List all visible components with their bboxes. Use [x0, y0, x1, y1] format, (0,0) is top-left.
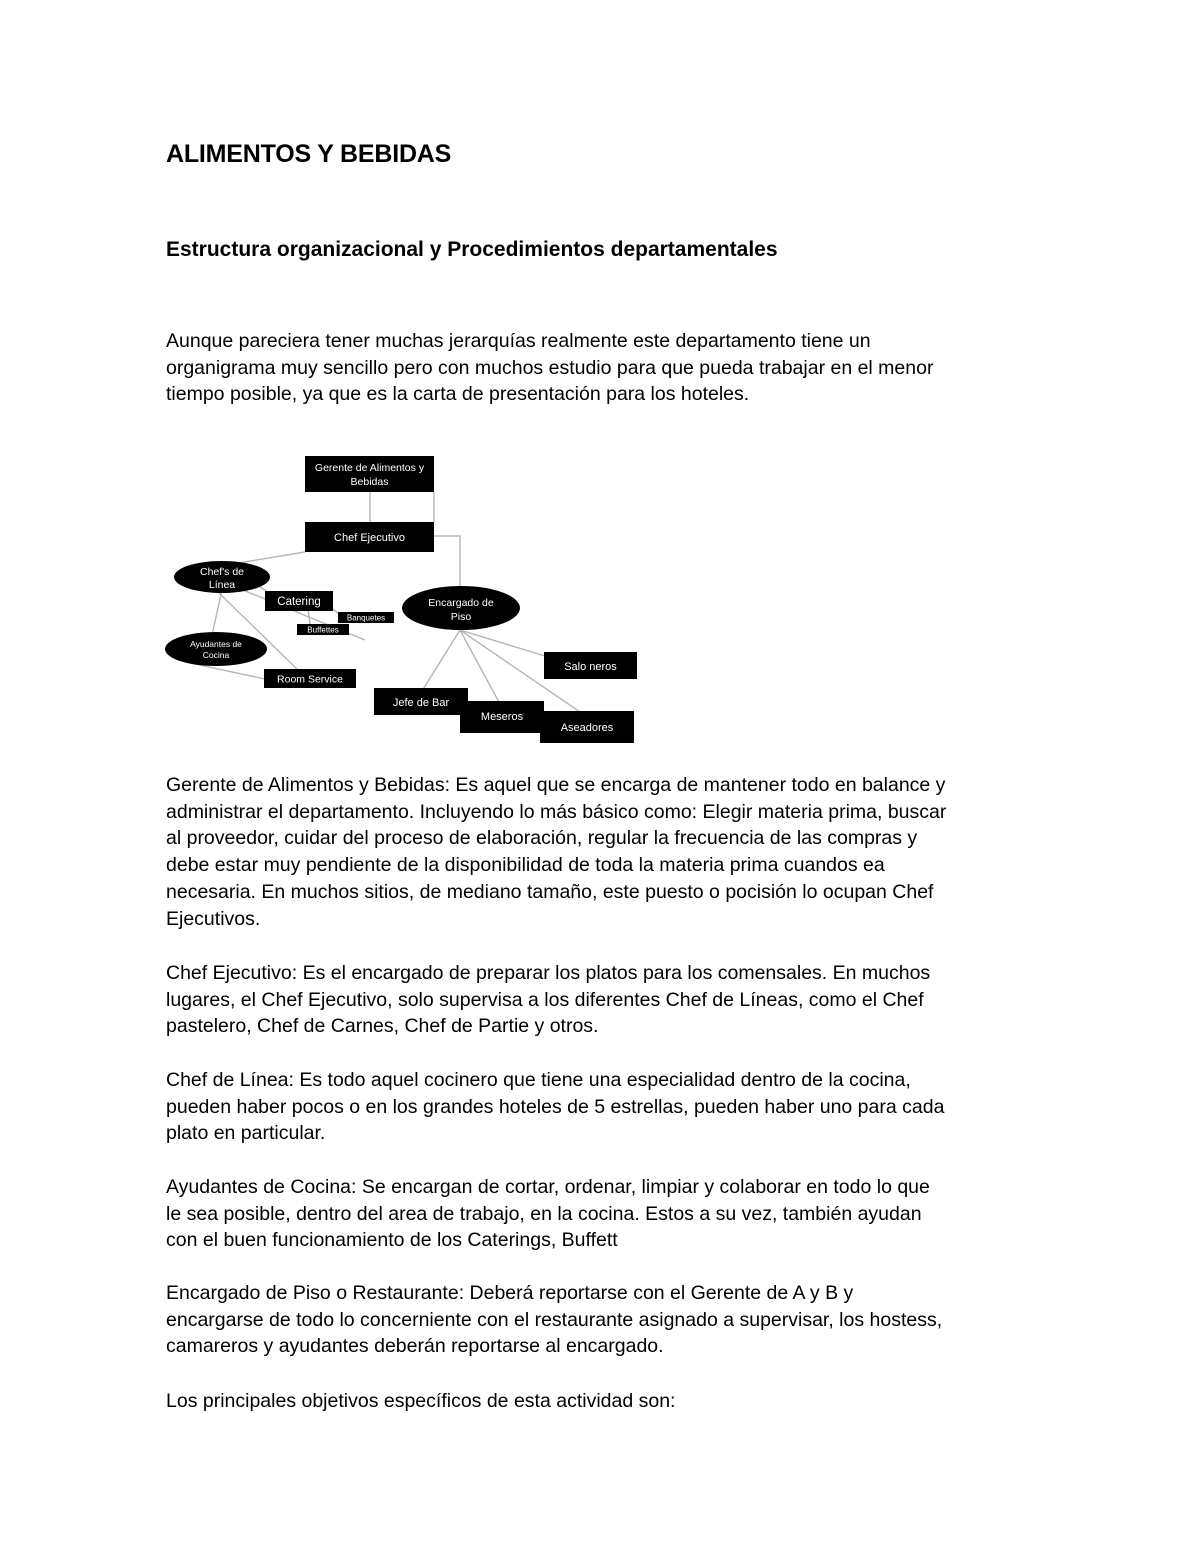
org-node-aseadores — [540, 711, 634, 743]
org-node-chef-ejecutivo — [305, 522, 434, 552]
org-node-gerente — [305, 456, 434, 492]
org-node-room-service — [264, 669, 356, 688]
org-node-encargado-piso-label: Encargado de — [428, 597, 494, 609]
paragraph-encargado-piso: Encargado de Piso o Restaurante: Deberá reportarse con el Gerente de A y B y encargarse de todo lo concerniente con el restaurante asignado a supervisar, los hostess, camareros y ayudantes deberán reportarse al encargado. — [166, 1282, 943, 1358]
org-node-gerente-label: Gerente de Alimentos y — [314, 462, 425, 474]
org-node-chefs-linea-label: Chef's de — [199, 566, 245, 578]
paragraph-chef-ejecutivo: Chef Ejecutivo: Es el encargado de preparar los platos para los comensales. En muchos lugares, el Chef Ejecutivo, solo supervisa a los diferentes Chef de Líneas, como el Chef pastelero, Chef de Carnes, Chef de Partie y otros. — [166, 962, 931, 1038]
org-node-chefs-linea — [174, 561, 270, 593]
org-node-jefe-bar — [374, 688, 468, 715]
org-node-chef-ejecutivo-label: Chef Ejecutivo — [334, 532, 405, 544]
org-node-buffettes — [297, 624, 349, 635]
org-node-saloneros — [544, 652, 637, 679]
org-node-aseadores-label: Aseadores — [560, 722, 614, 734]
org-node-meseros-label: Meseros — [480, 711, 524, 723]
document-title: ALIMENTOS Y BEBIDAS — [166, 140, 452, 168]
org-node-meseros — [460, 701, 544, 733]
paragraph-gerente: Gerente de Alimentos y Bebidas: Es aquel que se encarga de mantener todo en balance y administrar el departamento. Incluyendo lo más básico como: Elegir materia prima, buscar al proveedor, cuidar del proceso de elaboración, regular la frecuencia de las compras y debe estar muy pendiente de la disponibilidad de toda la materia prima cuandos ea necesaria. En muchos sitios, de mediano tamaño, este puesto o pocisión lo ocupan Chef Ejecutivos. — [166, 774, 947, 930]
org-node-ayudantes-label: Ayudantes de — [190, 639, 242, 649]
org-node-ayudantes-label-2: Cocina — [202, 650, 230, 660]
paragraph-objetivos: Los principales objetivos específicos de esta actividad son: — [166, 1390, 676, 1412]
document-subtitle: Estructura organizacional y Procedimientos departamentales — [166, 238, 778, 261]
org-node-room-service-label: Room Service — [277, 673, 343, 686]
org-node-jefe-bar-label: Jefe de Bar — [392, 697, 450, 709]
org-node-catering — [265, 591, 333, 611]
org-node-chefs-linea-label-2: Línea — [208, 579, 236, 591]
org-node-catering-label: Catering — [277, 596, 321, 608]
paragraph-ayudantes: Ayudantes de Cocina: Se encargan de cortar, ordenar, limpiar y colaborar en todo lo que le sea posible, dentro del area de trabajo, en la cocina. Estos a su vez, también ayudan con el buen funcionamiento de los Caterings, Buffett — [166, 1176, 930, 1252]
org-node-encargado-piso — [402, 586, 520, 630]
org-node-buffettes-label: Buffettes — [307, 625, 339, 635]
org-node-encargado-piso-label-2: Piso — [450, 611, 472, 623]
org-node-ayudantes — [165, 632, 267, 666]
org-node-banquetes-label: Banquetes — [346, 613, 386, 623]
paragraph-chef-linea: Chef de Línea: Es todo aquel cocinero que tiene una especialidad dentro de la cocina, pueden haber pocos o en los grandes hoteles de 5 estrellas, pueden haber uno para cada plato en particular. — [166, 1069, 945, 1145]
org-node-saloneros-label: Salo neros — [564, 661, 617, 673]
org-node-banquetes — [338, 612, 394, 623]
org-node-gerente-label-2: Bebidas — [350, 476, 389, 488]
intro-paragraph: Aunque pareciera tener muchas jerarquías realmente este departamento tiene un organigrama muy sencillo pero con muchos estudio para que pueda trabajar en el menor tiempo posible, ya que es la carta de presentación para los hoteles. — [166, 330, 934, 406]
org-chart — [160, 448, 650, 748]
